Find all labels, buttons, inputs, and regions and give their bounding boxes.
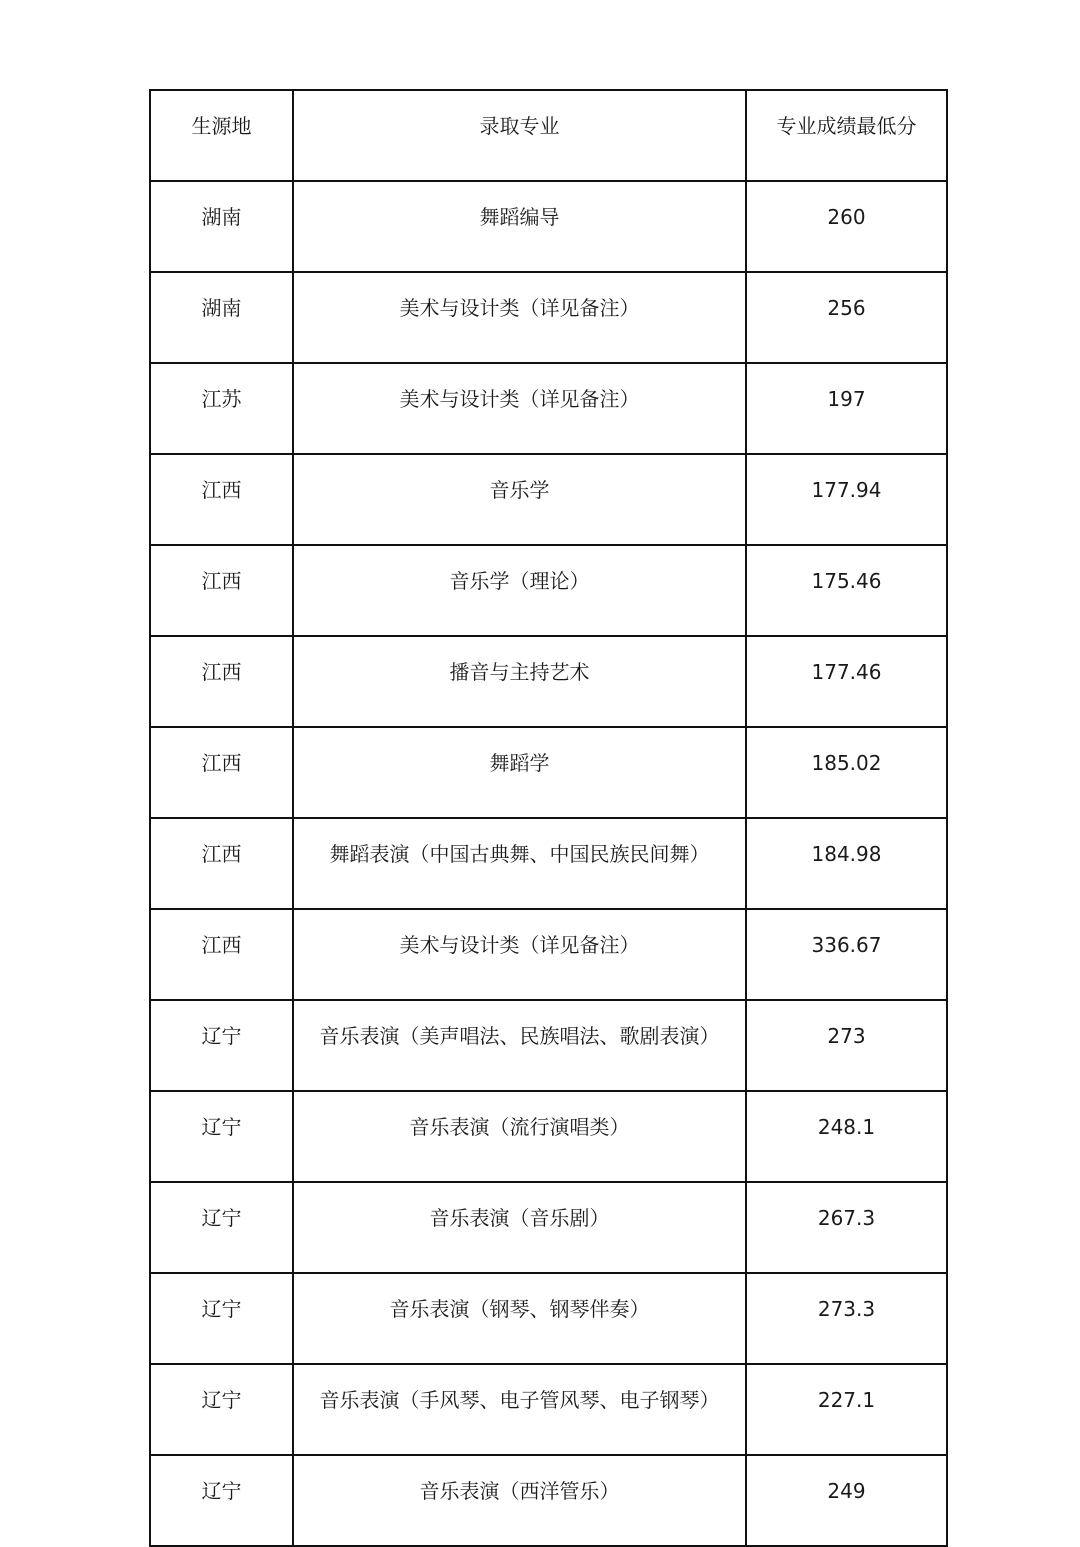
cell-min-score: 175.46 <box>746 545 947 636</box>
table-row <box>150 272 947 363</box>
cell-region: 辽宁 <box>150 1455 293 1546</box>
table-row <box>150 1000 947 1091</box>
header-row <box>150 90 947 181</box>
cell-major: 音乐学（理论） <box>293 545 746 636</box>
cell-min-score: 177.94 <box>746 454 947 545</box>
cell-min-score: 184.98 <box>746 818 947 909</box>
header-min-score: 专业成绩最低分 <box>746 90 947 181</box>
admission-score-table <box>149 89 948 1547</box>
cell-region: 江西 <box>150 545 293 636</box>
cell-min-score: 185.02 <box>746 727 947 818</box>
cell-major: 音乐表演（美声唱法、民族唱法、歌剧表演） <box>293 1000 746 1091</box>
cell-region: 辽宁 <box>150 1364 293 1455</box>
cell-region: 辽宁 <box>150 1182 293 1273</box>
cell-region: 江西 <box>150 636 293 727</box>
table-header <box>150 90 947 181</box>
cell-major: 音乐表演（流行演唱类） <box>293 1091 746 1182</box>
cell-min-score: 197 <box>746 363 947 454</box>
table-row <box>150 636 947 727</box>
cell-min-score: 273.3 <box>746 1273 947 1364</box>
cell-region: 湖南 <box>150 272 293 363</box>
table-row <box>150 1273 947 1364</box>
table-row <box>150 1364 947 1455</box>
table-row <box>150 1455 947 1546</box>
cell-major: 音乐学 <box>293 454 746 545</box>
cell-min-score: 248.1 <box>746 1091 947 1182</box>
cell-region: 江西 <box>150 727 293 818</box>
cell-min-score: 260 <box>746 181 947 272</box>
table-row <box>150 909 947 1000</box>
table-row <box>150 818 947 909</box>
cell-region: 江西 <box>150 454 293 545</box>
cell-region: 江苏 <box>150 363 293 454</box>
table-row <box>150 363 947 454</box>
cell-region: 辽宁 <box>150 1091 293 1182</box>
cell-min-score: 336.67 <box>746 909 947 1000</box>
cell-min-score: 177.46 <box>746 636 947 727</box>
header-major: 录取专业 <box>293 90 746 181</box>
header-region: 生源地 <box>150 90 293 181</box>
table-row <box>150 1182 947 1273</box>
cell-major: 美术与设计类（详见备注） <box>293 363 746 454</box>
cell-major: 播音与主持艺术 <box>293 636 746 727</box>
cell-major: 舞蹈编导 <box>293 181 746 272</box>
cell-min-score: 273 <box>746 1000 947 1091</box>
cell-min-score: 256 <box>746 272 947 363</box>
cell-region: 辽宁 <box>150 1273 293 1364</box>
cell-major: 美术与设计类（详见备注） <box>293 909 746 1000</box>
table-row <box>150 1091 947 1182</box>
table-row <box>150 727 947 818</box>
cell-major: 美术与设计类（详见备注） <box>293 272 746 363</box>
table-row <box>150 454 947 545</box>
table-row <box>150 181 947 272</box>
table-row <box>150 545 947 636</box>
cell-min-score: 267.3 <box>746 1182 947 1273</box>
cell-min-score: 249 <box>746 1455 947 1546</box>
cell-region: 辽宁 <box>150 1000 293 1091</box>
cell-region: 湖南 <box>150 181 293 272</box>
cell-major: 音乐表演（音乐剧） <box>293 1182 746 1273</box>
cell-min-score: 227.1 <box>746 1364 947 1455</box>
cell-major: 舞蹈表演（中国古典舞、中国民族民间舞） <box>293 818 746 909</box>
cell-region: 江西 <box>150 818 293 909</box>
cell-major: 音乐表演（手风琴、电子管风琴、电子钢琴） <box>293 1364 746 1455</box>
cell-major: 舞蹈学 <box>293 727 746 818</box>
cell-region: 江西 <box>150 909 293 1000</box>
table-body <box>150 181 947 1546</box>
cell-major: 音乐表演（西洋管乐） <box>293 1455 746 1546</box>
cell-major: 音乐表演（钢琴、钢琴伴奏） <box>293 1273 746 1364</box>
